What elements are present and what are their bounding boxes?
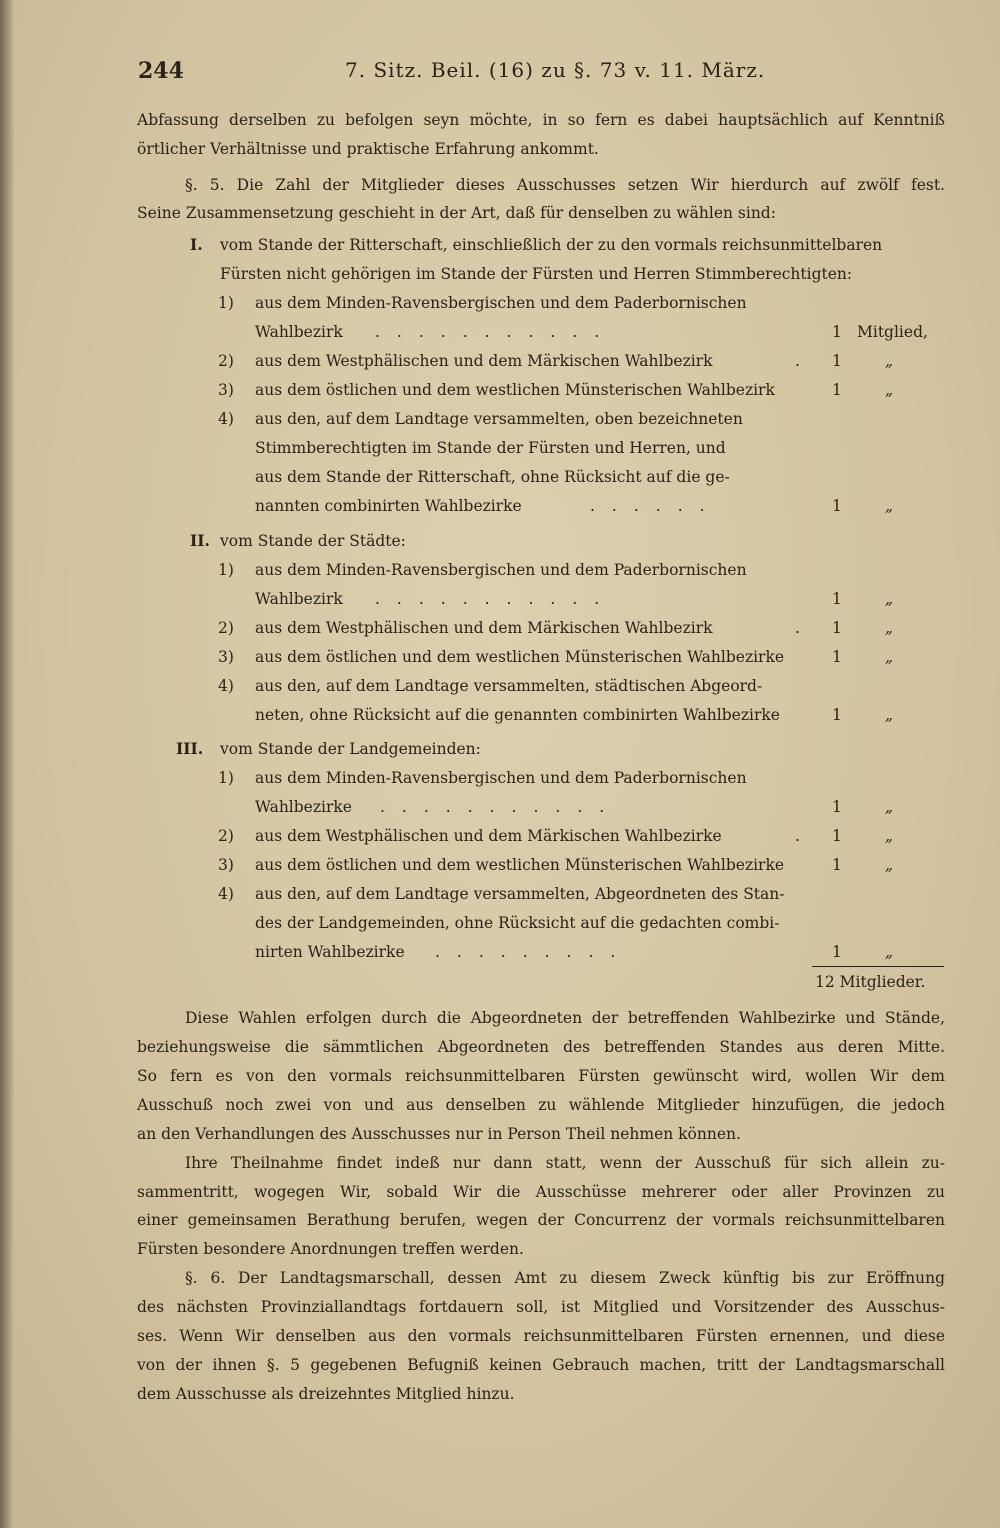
leader-dots: . — [795, 619, 817, 637]
list-item-cont — [0, 589, 1000, 611]
item-unit: „ — [885, 943, 894, 961]
item-text: des der Landgemeinden, ohne Rücksicht auf die gedachten combi- — [255, 914, 780, 932]
item-text: aus dem Westphälischen und dem Märkischen Wahlbezirk — [255, 352, 713, 370]
page-header — [0, 58, 1000, 88]
item-count: 1 — [832, 352, 842, 370]
section-5-line: Seine Zusammensetzung geschieht in der Art, daß für denselben zu wählen sind: — [137, 204, 776, 222]
list-item — [0, 855, 1000, 877]
list-item — [0, 676, 1000, 698]
item-count: 1 — [832, 590, 842, 608]
paragraph-line: Diese Wahlen erfolgen durch die Abgeordneten der betreffenden Wahlbezirke und Stände, — [185, 1009, 945, 1027]
item-number: 2) — [218, 827, 234, 845]
item-count: 1 — [832, 943, 842, 961]
item-text: aus dem Westphälischen und dem Märkischen Wahlbezirk — [255, 619, 713, 637]
item-number: 2) — [218, 619, 234, 637]
item-count: 1 — [832, 856, 842, 874]
group-numeral: I. — [190, 235, 203, 254]
item-unit: „ — [885, 590, 894, 608]
total-members: 12 Mitglieder. — [815, 973, 926, 991]
item-count: 1 — [832, 648, 842, 666]
leader-dots: ........... — [380, 798, 622, 816]
item-text: Wahlbezirke — [255, 798, 352, 816]
item-text: aus den, auf dem Landtage versammelten, städtischen Abgeord- — [255, 677, 763, 695]
leader-dots: . — [795, 352, 817, 370]
group-numeral: III. — [176, 739, 204, 758]
item-number: 1) — [218, 561, 234, 579]
paragraph-line: sammentritt, wogegen Wir, sobald Wir die Ausschüsse mehrerer oder aller Provinzen zu — [137, 1183, 945, 1201]
list-item — [0, 647, 1000, 669]
list-item-cont — [0, 797, 1000, 819]
item-number: 3) — [218, 381, 234, 399]
item-text: aus den, auf dem Landtage versammelten, oben bezeichneten — [255, 410, 743, 428]
group-heading-text: vom Stande der Ritterschaft, einschließlich der zu den vormals reichsunmittelbaren — [220, 236, 883, 254]
sum-rule — [812, 966, 944, 967]
item-text: aus dem östlichen und dem westlichen Münsterischen Wahlbezirke — [255, 648, 785, 666]
paragraph-line: Ihre Theilnahme findet indeß nur dann statt, wenn der Ausschuß für sich allein zu- — [185, 1154, 945, 1172]
item-unit: „ — [885, 619, 894, 637]
list-item — [0, 351, 1000, 373]
group-heading-text: vom Stande der Landgemeinden: — [220, 740, 481, 758]
item-unit: „ — [885, 856, 894, 874]
list-item — [0, 768, 1000, 790]
list-item — [0, 380, 1000, 402]
intro-line: örtlicher Verhältnisse und praktische Erfahrung ankommt. — [137, 140, 599, 158]
item-text: aus dem Stande der Ritterschaft, ohne Rücksicht auf die ge- — [255, 468, 730, 486]
item-count: 1 — [832, 323, 842, 341]
section-5-line: §. 5. Die Zahl der Mitglieder dieses Ausschusses setzen Wir hierdurch auf zwölf fest. — [185, 176, 945, 194]
group-heading-text: Fürsten nicht gehörigen im Stande der Fürsten und Herren Stimmberechtigten: — [220, 265, 853, 283]
item-unit: „ — [885, 648, 894, 666]
item-unit: „ — [885, 706, 894, 724]
item-number: 2) — [218, 352, 234, 370]
paragraph-line: an den Verhandlungen des Ausschusses nur in Person Theil nehmen können. — [137, 1125, 741, 1143]
item-number: 4) — [218, 410, 234, 428]
item-count: 1 — [832, 706, 842, 724]
group-I-heading — [0, 235, 1000, 257]
item-text: Stimmberechtigten im Stande der Fürsten und Herren, und — [255, 439, 726, 457]
list-item — [0, 826, 1000, 848]
leader-dots: ......... — [435, 943, 633, 961]
leader-dots: . — [795, 827, 817, 845]
list-item-cont — [0, 496, 1000, 518]
leader-dots: ...... — [590, 497, 722, 515]
item-count: 1 — [832, 827, 842, 845]
item-text: Wahlbezirk — [255, 323, 343, 341]
item-number: 4) — [218, 677, 234, 695]
intro-line: Abfassung derselben zu befolgen seyn möchte, in so fern es dabei hauptsächlich auf Kenntniß — [137, 111, 945, 129]
leader-dots: ........... — [375, 590, 617, 608]
paragraph-line: einer gemeinsamen Berathung berufen, wegen der Concurrenz der vormals reichsunmittelbaren — [137, 1211, 945, 1229]
paragraph-line: Fürsten besondere Anordnungen treffen werden. — [137, 1240, 524, 1258]
list-item — [0, 618, 1000, 640]
item-text: aus dem Minden-Ravensbergischen und dem Paderbornischen — [255, 294, 747, 312]
list-item-cont — [0, 705, 1000, 727]
list-item-cont — [0, 467, 1000, 489]
leader-dots: ........... — [375, 323, 617, 341]
list-item — [0, 560, 1000, 582]
paragraph-line: Ausschuß noch zwei von und aus denselben zu wählende Mitglieder hinzufügen, die jedoch — [137, 1096, 945, 1114]
group-I-heading-cont — [0, 264, 1000, 286]
item-number: 3) — [218, 856, 234, 874]
section-6-line: dem Ausschusse als dreizehntes Mitglied hinzu. — [137, 1385, 515, 1403]
group-heading-text: vom Stande der Städte: — [220, 532, 406, 550]
item-text: aus dem Westphälischen und dem Märkischen Wahlbezirke — [255, 827, 722, 845]
section-6-line: des nächsten Provinziallandtags fortdauern soll, ist Mitglied und Vorsitzender des Ausschus- — [137, 1298, 945, 1316]
item-text: aus dem östlichen und dem westlichen Münsterischen Wahlbezirk — [255, 381, 775, 399]
group-II-heading — [0, 531, 1000, 553]
section-6-line: von der ihnen §. 5 gegebenen Befugniß keinen Gebrauch machen, tritt der Landtagsmarschall — [137, 1356, 945, 1374]
paragraph-line: beziehungsweise die sämmtlichen Abgeordneten des betreffenden Standes aus deren Mitte. — [137, 1038, 945, 1056]
item-number: 1) — [218, 769, 234, 787]
section-6-line: §. 6. Der Landtagsmarschall, dessen Amt zu diesem Zweck künftig bis zur Eröffnung — [185, 1269, 945, 1287]
item-count: 1 — [832, 497, 842, 515]
item-unit: „ — [885, 381, 894, 399]
list-item — [0, 409, 1000, 431]
page-number: 244 — [138, 58, 184, 84]
item-text: aus den, auf dem Landtage versammelten, Abgeordneten des Stan- — [255, 885, 785, 903]
item-number: 3) — [218, 648, 234, 666]
list-item-cont — [0, 913, 1000, 935]
list-item-cont — [0, 438, 1000, 460]
item-number: 1) — [218, 294, 234, 312]
item-count: 1 — [832, 619, 842, 637]
item-number: 4) — [218, 885, 234, 903]
item-unit: „ — [885, 497, 894, 515]
paragraph-line: So fern es von den vormals reichsunmittelbaren Fürsten gewünscht wird, wollen Wir dem — [137, 1067, 945, 1085]
running-title: 7. Sitz. Beil. (16) zu §. 73 v. 11. März. — [345, 58, 766, 82]
item-text: aus dem Minden-Ravensbergischen und dem Paderbornischen — [255, 769, 747, 787]
item-text: Wahlbezirk — [255, 590, 343, 608]
item-unit: „ — [885, 352, 894, 370]
item-unit: Mitglied, — [857, 323, 928, 341]
item-unit: „ — [885, 798, 894, 816]
item-text: nannten combinirten Wahlbezirke — [255, 497, 522, 515]
group-III-heading — [0, 739, 1000, 761]
list-item — [0, 293, 1000, 315]
list-item-cont — [0, 942, 1000, 964]
item-text: aus dem Minden-Ravensbergischen und dem Paderbornischen — [255, 561, 747, 579]
list-item — [0, 884, 1000, 906]
item-unit: „ — [885, 827, 894, 845]
item-text: aus dem östlichen und dem westlichen Münsterischen Wahlbezirke — [255, 856, 785, 874]
list-item-cont — [0, 322, 1000, 344]
item-count: 1 — [832, 381, 842, 399]
item-count: 1 — [832, 798, 842, 816]
item-text: neten, ohne Rücksicht auf die genannten combinirten Wahlbezirke — [255, 706, 780, 724]
group-numeral: II. — [190, 531, 210, 550]
item-text: nirten Wahlbezirke — [255, 943, 405, 961]
page-edge-shadow — [0, 0, 14, 1528]
section-6-line: ses. Wenn Wir denselben aus den vormals reichsunmittelbaren Fürsten ernennen, und diese — [137, 1327, 945, 1345]
